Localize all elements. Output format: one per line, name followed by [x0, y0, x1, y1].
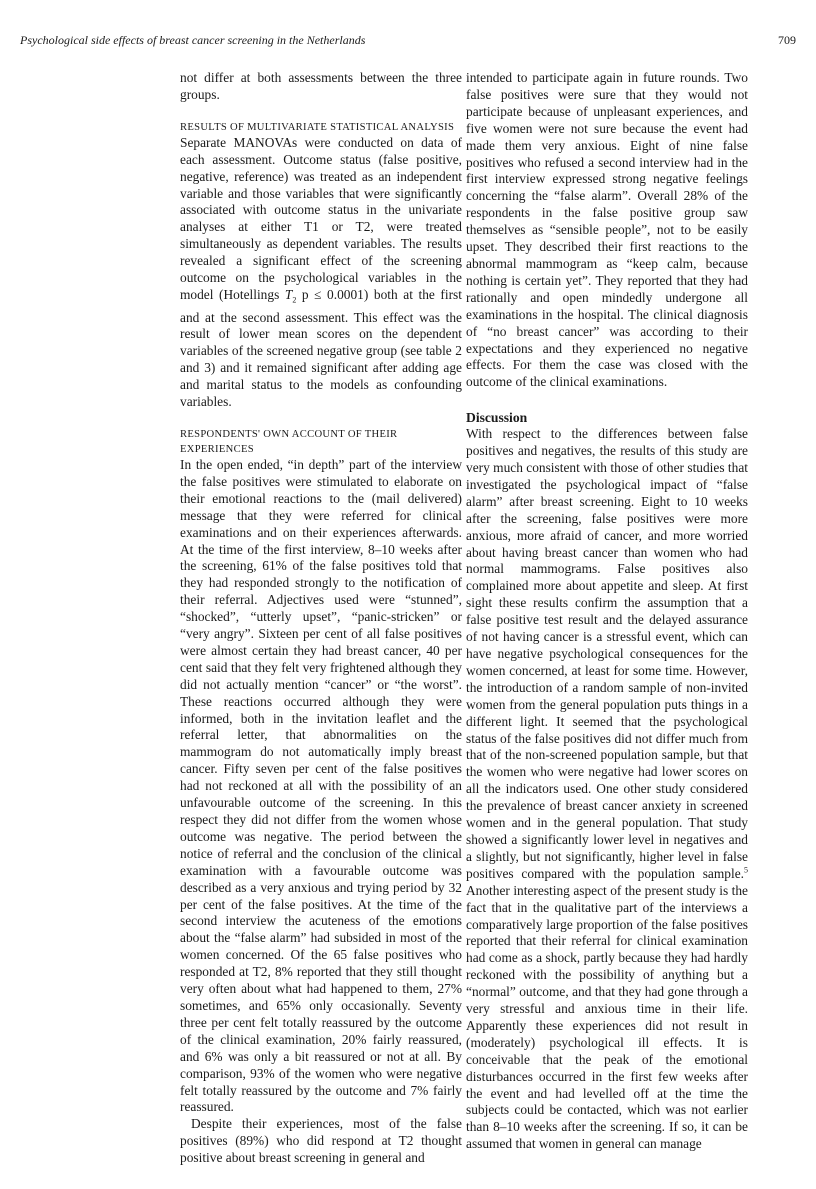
paragraph-multivariate-text-b: p ≤ 0.0001) both at the first and at the second assessment. This effect was the result of lower mean scores on the dependent variables of the screened negative group (see table 2 and 3) and it remained significant after adding age and marital status to the models as confounding variables.: [180, 286, 462, 410]
running-header: [20, 33, 796, 53]
paragraph-discussion-text-a: With respect to the differences between false positives and negatives, the results of this study are very much consistent with those of other studies that investigated the psychological impact of “false alarm” after breast screening. Eight to 10 weeks after the screening, false positives were more anxious, more afraid of cancer, and more worried about having breast cancer than women who had normal mammograms. False positives also complained more about appetite and sleep. At first sight these results confirm the assumption that a false positive test result and the delayed assurance of not having cancer is a stressful event, which can have negative psychological consequences for the women concerned, at least for some time. However, the introduction of a random sample of non-invited women from the general population puts things in a different light. It seemed that the psychological status of the false positives did not differ much from that of the non-screened population sample, but that the women who were negative had lower scores on all the indicators used. One other study considered the prevalence of breast cancer anxiety in screened women and in the general population. That study showed a significantly lower level in negatives and a slightly, but not significantly, higher level in false positives compared with the population sample.: [466, 426, 748, 881]
running-title: Psychological side effects of breast cancer screening in the Netherlands: [20, 33, 366, 47]
paragraph-multivariate: [180, 135, 462, 411]
paragraph-multivariate-text-a: Separate MANOVAs were conducted on data of each assessment. Outcome status (false positive, negative, reference) was treated as an independent variable and those variables that were significantly associated with outcome status in the univariate analyses at either T1 or T2, were treated simultaneously as dependent variables. The results revealed a significant effect of the screening outcome on the psychological variables in the model (Hotellings: [180, 134, 462, 302]
page-number: 709: [778, 33, 796, 47]
hotellings-subscript: 2: [292, 295, 297, 305]
section-heading-multivariate: RESULTS OF MULTIVARIATE STATISTICAL ANALYSIS: [180, 121, 455, 133]
paragraph-despite: Despite their experiences, most of the false positives (89%) who did respond at T2 thought positive about breast screening in general and: [180, 1116, 462, 1166]
section-heading-discussion: Discussion: [466, 410, 528, 426]
paragraph-discussion: [466, 426, 748, 1153]
reference-marker: 5: [744, 865, 748, 875]
paragraph-continued-right: intended to participate again in future rounds. Two false positives were sure that they would not participate because of unpleasant experiences, and five women were not sure because the event had made them very anxious. Eight of nine false positives who refused a second interview had in the first interview expressed strong negative feelings concerning the “false alarm”. Overall 28% of the respondents in the false positive group saw themselves as “sensible people”, not to be easily upset. They described their first reactions to the abnormal mammogram as “keep calm, because nothing is certain yet”. They reported that they had rationally and open mindedly undergone all examinations in the hospital. The clinical diagnosis of “no breast cancer” was according to their expectations and they experienced no negative effects. For them the case was closed with the outcome of the clinical examinations.: [466, 70, 748, 390]
left-column: [180, 70, 462, 1167]
paragraph-own-account: In the open ended, “in depth” part of the interview the false positives were stimulated to elaborate on their emotional reactions to the (mail delivered) message that they were referred for clinical examinations and on their experiences afterwards. At the time of the first interview, 8–10 weeks after the screening, 61% of the false positives told that they had responded strongly to the notification of their referral. Adjectives used were “stunned”, “shocked”, “utterly upset”, “panic-stricken” or “very angry”. Sixteen per cent of all false positives were almost certain they had breast cancer, 40 per cent said that they felt very frightened although they did not actually mention “cancer” or “the worst”. These reactions occurred although they were informed, both in the invitation leaflet and the referral letter, that abnormalities on the mammogram do not automatically imply breast cancer. Fifty seven per cent of the false positives had not reckoned at all with the possibility of an unfavourable outcome of the screening. In this respect they did not differ from the women whose outcome was negative. The period between the notice of referral and the conclusion of the clinical examination with a favourable outcome was described as a very anxious and trying period by 32 per cent of the false positives. At the time of the second interview the acuteness of the emotions about the “false alarm” had subsided in most of the women concerned. Of the 65 false positives who responded at T2, 8% reported that they still thought very often about what had happened to them, 27% sometimes, and 65% only occasionally. Seventy three per cent felt totally reassured by the outcome of the clinical examination, 20% fairly reassured, and 6% was only a bit reassured or not at all. By comparison, 93% of the women who were negative felt totally reassured by the outcome and 7% fairly reassured.: [180, 456, 462, 1115]
hotellings-t: T: [284, 286, 293, 302]
right-column: [466, 70, 748, 1153]
section-heading-own-account: RESPONDENTS' OWN ACCOUNT OF THEIR EXPERIENCES: [180, 428, 398, 455]
paragraph-continued: not differ at both assessments between the three groups.: [180, 70, 462, 102]
paragraph-discussion-text-b: Another interesting aspect of the present study is the fact that in the qualitative part of the interviews a comparatively large proportion of the false positives reported that their referral for clinical examination had come as a shock, partly because they had hardly reckoned with the possibility of anything but a “normal” outcome, and that they had gone through a very stressful and anxious time in their life. Apparently these experiences did not result in (moderately) psychological ill effects. It is conceivable that the peak of the emotional disturbances occurred in the first few weeks after the event and had levelled off at the time the subjects could be contacted, which was not earlier than 8–10 weeks after the screening. If so, it can be assumed that women in general can manage: [466, 882, 748, 1152]
